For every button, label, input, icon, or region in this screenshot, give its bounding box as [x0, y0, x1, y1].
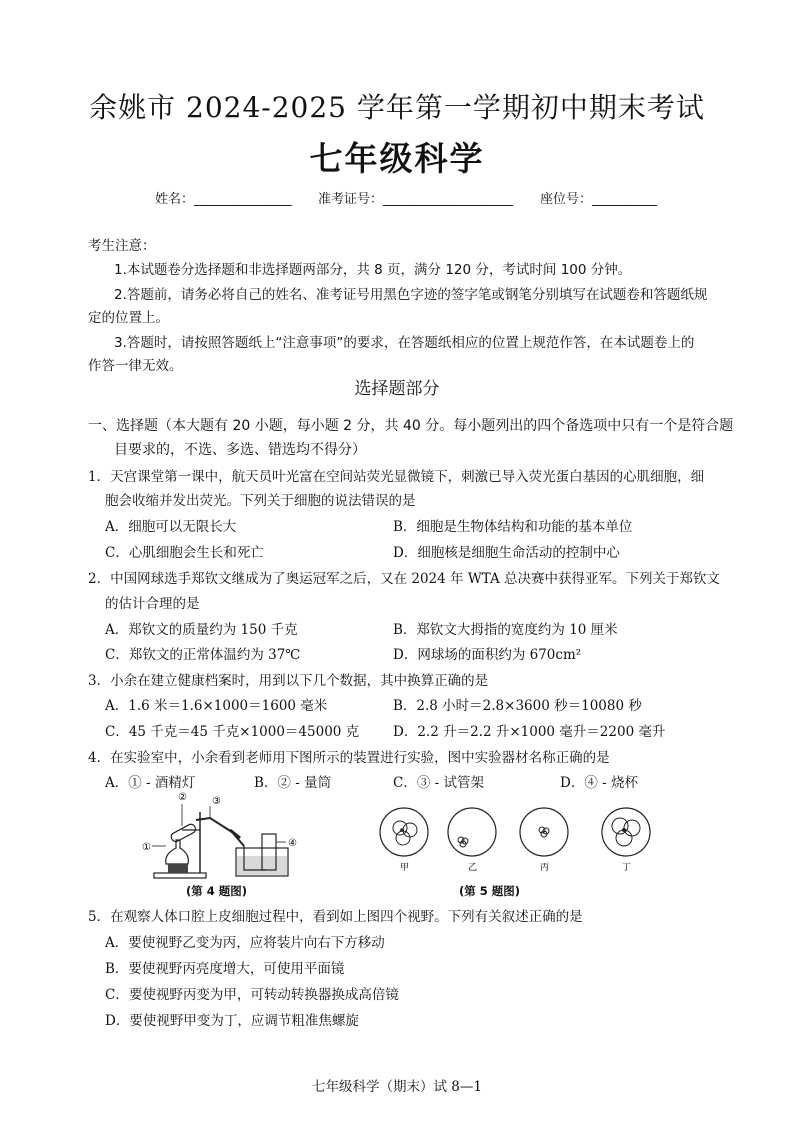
q4-option-d: D．④ - 烧杯: [560, 775, 638, 791]
notice-line-2b: 定的位置上。: [88, 310, 169, 326]
field-ding: 丁: [622, 863, 632, 873]
q2-option-c: C．郑钦文的正常体温约为 37℃: [105, 647, 301, 663]
exam-subject: 七年级科学: [309, 139, 485, 178]
q2-option-b: B．郑钦文大拇指的宽度约为 10 厘米: [393, 622, 618, 638]
q2-stem-2: 的估计合理的是: [105, 596, 200, 612]
q1-option-d: D．细胞核是细胞生命活动的控制中心: [393, 545, 620, 561]
q4-option-b: B．② - 量筒: [254, 775, 332, 791]
q1-stem-1: 1．天宫课堂第一课中，航天员叶光富在空间站荧光显微镜下，刺激已导入荧光蛋白基因的心肌细胞，细: [88, 469, 705, 485]
q5-option-b: B．要使视野丙亮度增大，可使用平面镜: [105, 961, 345, 977]
seat-blank: __________: [592, 192, 658, 207]
figure-5-caption: (第 5 题图): [459, 884, 521, 898]
page-footer: 七年级科学（期末）试 8—1: [312, 1079, 482, 1095]
notice-line-1: 1.本试题卷分选择题和非选择题两部分，共 8 页，满分 120 分，考试时间 100 分钟。: [114, 262, 632, 278]
name-blank: _______________: [194, 192, 292, 207]
q3-option-c: C．45 千克＝45 千克×1000＝45000 克: [105, 724, 360, 740]
seat-field: [540, 188, 657, 207]
label-3: ③: [212, 796, 221, 807]
q1-option-a: A．细胞可以无限长大: [105, 519, 237, 535]
q1-stem-2: 胞会收缩并发出荧光。下列关于细胞的说法错误的是: [105, 493, 416, 509]
q1-option-c: C．心肌细胞会生长和死亡: [105, 545, 264, 561]
field-yi: 乙: [468, 863, 478, 873]
notice-line-2a: 2.答题前，请务必将自己的姓名、准考证号用黑色字迹的签字笔或钢笔分别填写在试题卷和答题纸规: [114, 287, 708, 303]
label-2: ②: [178, 792, 187, 803]
q3-stem: 3．小余在建立健康档案时，用到以下几个数据，其中换算正确的是: [88, 673, 489, 689]
q2-option-a: A．郑钦文的质量约为 150 千克: [105, 622, 298, 638]
q4-stem: 4．在实验室中，小余看到老师用下图所示的装置进行实验，图中实验器材名称正确的是: [88, 750, 610, 766]
q3-option-a: A．1.6 米＝1.6×1000＝1600 毫米: [105, 698, 328, 714]
figure-4-caption: (第 4 题图): [186, 884, 248, 898]
q3-option-b: B．2.8 小时＝2.8×3600 秒＝10080 秒: [393, 698, 642, 714]
q4-option-c: C．③ - 试管架: [393, 775, 484, 791]
field-jia: 甲: [400, 863, 410, 873]
q1-option-b: B．细胞是生物体结构和功能的基本单位: [393, 519, 633, 535]
q5-option-a: A．要使视野乙变为丙，应将装片向右下方移动: [105, 935, 385, 951]
label-1: ①: [142, 842, 151, 853]
seat-label: 座位号：: [540, 192, 593, 207]
exam-id-blank: ____________________: [383, 192, 514, 207]
part-one-line-2: 目要求的，不选、多选、错选均不得分）: [114, 442, 366, 458]
q4-option-a: A．① - 酒精灯: [105, 775, 196, 791]
q2-option-d: D．网球场的面积约为 670cm²: [393, 647, 582, 663]
exam-id-field: [318, 188, 513, 207]
q2-stem-1: 2．中国网球选手郑钦文继成为了奥运冠军之后，又在 2024 年 WTA 总决赛中获得亚军。下列关于郑钦文: [88, 571, 721, 587]
name-field: [155, 188, 292, 207]
notice-line-3a: 3.答题时，请按照答题纸上“注意事项”的要求，在答题纸相应的位置上规范作答，在本试题卷上的: [114, 335, 695, 351]
q5-stem: 5．在观察人体口腔上皮细胞过程中，看到如上图四个视野。下列有关叙述正确的是: [88, 909, 583, 925]
exam-title: 余姚市 2024-2025 学年第一学期初中期末考试: [89, 91, 705, 124]
notice-line-3b: 作答一律无效。: [88, 358, 183, 374]
notice-heading: 考生注意：: [88, 238, 156, 254]
label-4: ④: [288, 838, 297, 849]
section-title: 选择题部分: [354, 379, 440, 399]
microscope-fields-figure: [378, 800, 660, 880]
q3-option-d: D．2.2 升＝2.2 升×1000 毫升＝2200 毫升: [393, 724, 666, 740]
part-one-line-1: 一、选择题（本大题有 20 小题，每小题 2 分，共 40 分。每小题列出的四个备选项中只有一个是符合题: [88, 418, 734, 434]
q5-option-d: D．要使视野甲变为丁，应调节粗准焦螺旋: [105, 1013, 359, 1029]
apparatus-figure: [140, 790, 310, 882]
name-label: 姓名：: [155, 192, 195, 207]
field-bing: 丙: [540, 863, 550, 873]
q5-option-c: C．要使视野丙变为甲，可转动转换器换成高倍镜: [105, 987, 399, 1003]
exam-id-label: 准考证号：: [318, 192, 384, 207]
